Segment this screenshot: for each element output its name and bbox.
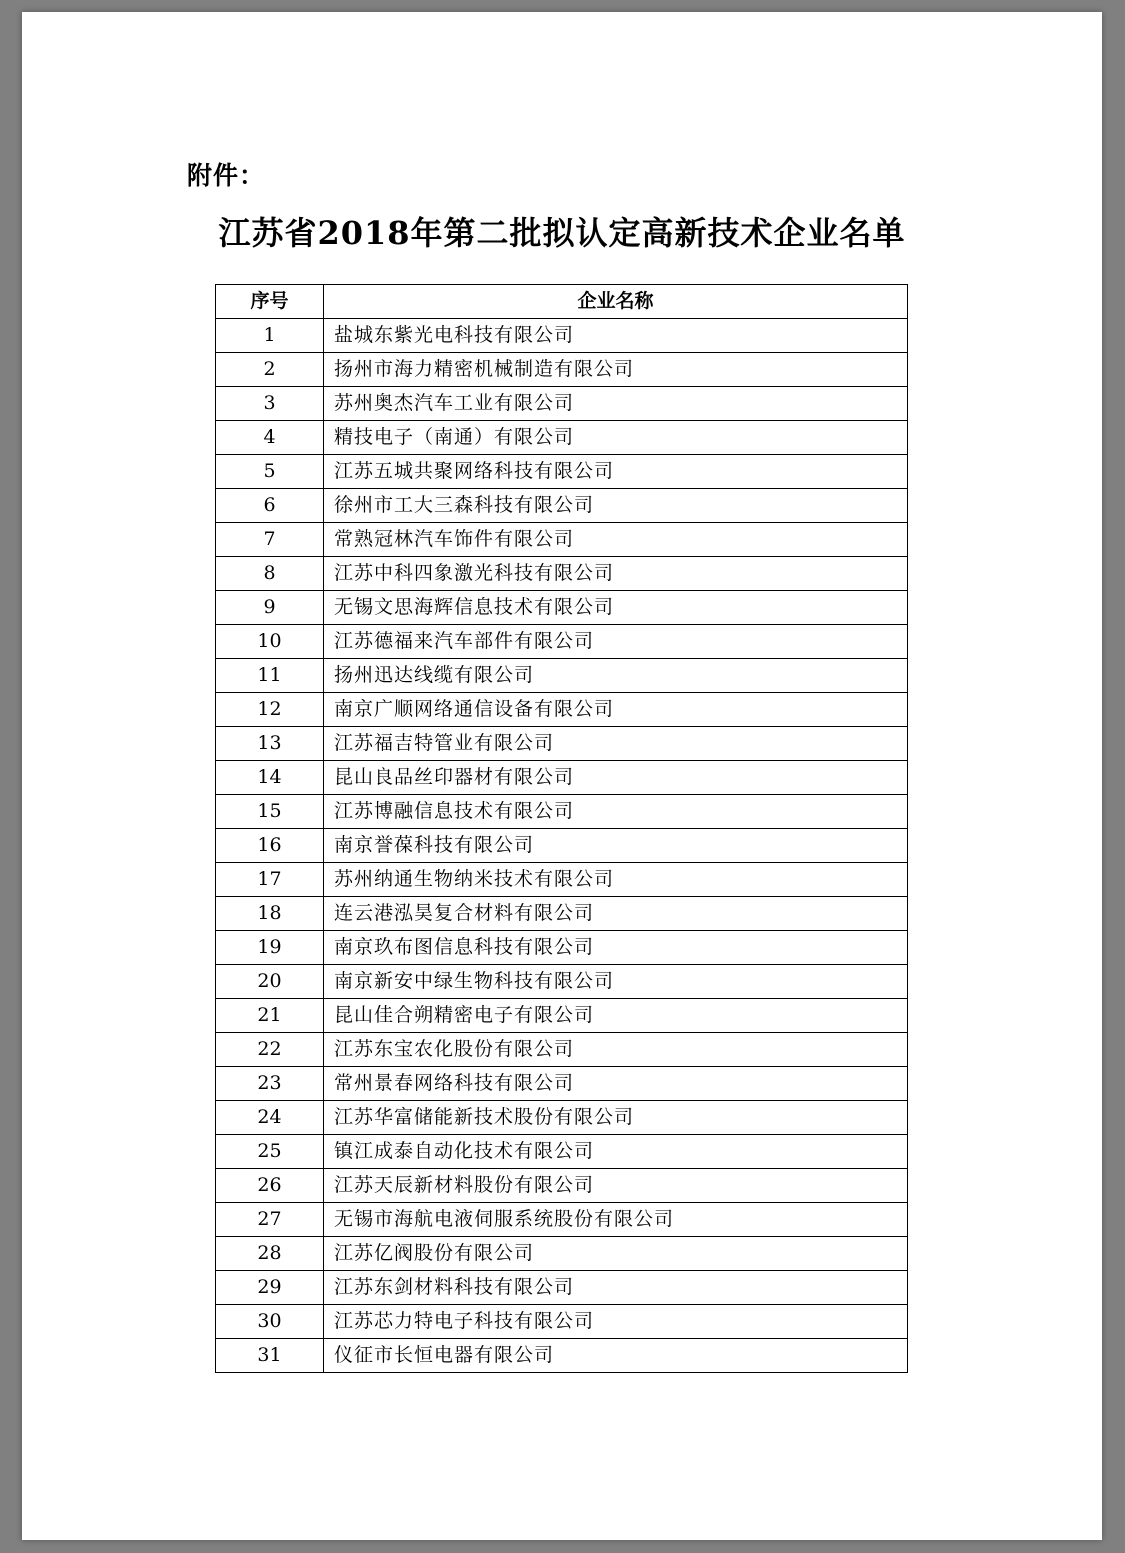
table-row bbox=[216, 523, 908, 557]
row-index: 6 bbox=[216, 489, 324, 523]
table-row bbox=[216, 897, 908, 931]
row-index: 1 bbox=[216, 319, 324, 353]
row-index: 9 bbox=[216, 591, 324, 625]
table-row bbox=[216, 761, 908, 795]
company-name: 江苏天辰新材料股份有限公司 bbox=[324, 1169, 908, 1203]
row-index: 27 bbox=[216, 1203, 324, 1237]
row-index: 2 bbox=[216, 353, 324, 387]
table-row bbox=[216, 727, 908, 761]
row-index: 29 bbox=[216, 1271, 324, 1305]
row-index: 11 bbox=[216, 659, 324, 693]
row-index: 16 bbox=[216, 829, 324, 863]
row-index: 28 bbox=[216, 1237, 324, 1271]
company-name: 江苏中科四象激光科技有限公司 bbox=[324, 557, 908, 591]
table-row bbox=[216, 1203, 908, 1237]
row-index: 3 bbox=[216, 387, 324, 421]
table-row bbox=[216, 999, 908, 1033]
row-index: 31 bbox=[216, 1339, 324, 1373]
table-row bbox=[216, 1135, 908, 1169]
company-name: 江苏博融信息技术有限公司 bbox=[324, 795, 908, 829]
table-body bbox=[216, 319, 908, 1373]
table-row bbox=[216, 829, 908, 863]
table-row bbox=[216, 1237, 908, 1271]
row-index: 24 bbox=[216, 1101, 324, 1135]
company-name: 昆山良品丝印器材有限公司 bbox=[324, 761, 908, 795]
row-index: 5 bbox=[216, 455, 324, 489]
table-row bbox=[216, 625, 908, 659]
row-index: 12 bbox=[216, 693, 324, 727]
company-name: 南京誉葆科技有限公司 bbox=[324, 829, 908, 863]
company-name: 江苏东宝农化股份有限公司 bbox=[324, 1033, 908, 1067]
table-row bbox=[216, 591, 908, 625]
company-name: 常熟冠林汽车饰件有限公司 bbox=[324, 523, 908, 557]
company-name: 徐州市工大三森科技有限公司 bbox=[324, 489, 908, 523]
table-row bbox=[216, 387, 908, 421]
table-row bbox=[216, 1169, 908, 1203]
table-row bbox=[216, 795, 908, 829]
table-row bbox=[216, 659, 908, 693]
table-row bbox=[216, 1067, 908, 1101]
company-name: 仪征市长恒电器有限公司 bbox=[324, 1339, 908, 1373]
row-index: 8 bbox=[216, 557, 324, 591]
row-index: 21 bbox=[216, 999, 324, 1033]
table-row bbox=[216, 1033, 908, 1067]
row-index: 30 bbox=[216, 1305, 324, 1339]
table-row bbox=[216, 455, 908, 489]
table-row bbox=[216, 353, 908, 387]
table-header-row bbox=[216, 285, 908, 319]
company-name: 江苏福吉特管业有限公司 bbox=[324, 727, 908, 761]
row-index: 4 bbox=[216, 421, 324, 455]
company-name: 精技电子（南通）有限公司 bbox=[324, 421, 908, 455]
table-row bbox=[216, 931, 908, 965]
row-index: 15 bbox=[216, 795, 324, 829]
attachment-label: 附件： bbox=[187, 161, 266, 190]
company-name: 苏州纳通生物纳米技术有限公司 bbox=[324, 863, 908, 897]
company-name: 南京广顺网络通信设备有限公司 bbox=[324, 693, 908, 727]
document-page bbox=[22, 12, 1102, 1540]
table-row bbox=[216, 1271, 908, 1305]
row-index: 7 bbox=[216, 523, 324, 557]
company-name: 江苏芯力特电子科技有限公司 bbox=[324, 1305, 908, 1339]
row-index: 22 bbox=[216, 1033, 324, 1067]
row-index: 26 bbox=[216, 1169, 324, 1203]
row-index: 25 bbox=[216, 1135, 324, 1169]
company-name: 江苏亿阀股份有限公司 bbox=[324, 1237, 908, 1271]
company-name: 无锡市海航电液伺服系统股份有限公司 bbox=[324, 1203, 908, 1237]
company-name: 江苏德福来汽车部件有限公司 bbox=[324, 625, 908, 659]
header-company-name: 企业名称 bbox=[324, 285, 908, 319]
company-name: 昆山佳合朔精密电子有限公司 bbox=[324, 999, 908, 1033]
header-index: 序号 bbox=[216, 285, 324, 319]
company-name: 南京玖布图信息科技有限公司 bbox=[324, 931, 908, 965]
row-index: 18 bbox=[216, 897, 324, 931]
table-row bbox=[216, 693, 908, 727]
company-name: 镇江成泰自动化技术有限公司 bbox=[324, 1135, 908, 1169]
row-index: 14 bbox=[216, 761, 324, 795]
company-name: 扬州市海力精密机械制造有限公司 bbox=[324, 353, 908, 387]
row-index: 13 bbox=[216, 727, 324, 761]
table-row bbox=[216, 319, 908, 353]
company-name: 常州景春网络科技有限公司 bbox=[324, 1067, 908, 1101]
company-name: 苏州奥杰汽车工业有限公司 bbox=[324, 387, 908, 421]
table-row bbox=[216, 421, 908, 455]
row-index: 23 bbox=[216, 1067, 324, 1101]
company-name: 连云港泓昊复合材料有限公司 bbox=[324, 897, 908, 931]
table-row bbox=[216, 965, 908, 999]
company-name: 江苏华富储能新技术股份有限公司 bbox=[324, 1101, 908, 1135]
company-name: 扬州迅达线缆有限公司 bbox=[324, 659, 908, 693]
table-row bbox=[216, 557, 908, 591]
row-index: 19 bbox=[216, 931, 324, 965]
row-index: 20 bbox=[216, 965, 324, 999]
company-name: 江苏五城共聚网络科技有限公司 bbox=[324, 455, 908, 489]
table-row bbox=[216, 1101, 908, 1135]
company-name: 南京新安中绿生物科技有限公司 bbox=[324, 965, 908, 999]
company-name: 江苏东剑材料科技有限公司 bbox=[324, 1271, 908, 1305]
document-title: 江苏省2018年第二批拟认定高新技术企业名单 bbox=[218, 214, 906, 252]
table-row bbox=[216, 489, 908, 523]
table-row bbox=[216, 1339, 908, 1373]
company-list-table bbox=[215, 284, 908, 1373]
row-index: 17 bbox=[216, 863, 324, 897]
row-index: 10 bbox=[216, 625, 324, 659]
table-row bbox=[216, 863, 908, 897]
company-name: 盐城东紫光电科技有限公司 bbox=[324, 319, 908, 353]
table-row bbox=[216, 1305, 908, 1339]
company-name: 无锡文思海辉信息技术有限公司 bbox=[324, 591, 908, 625]
